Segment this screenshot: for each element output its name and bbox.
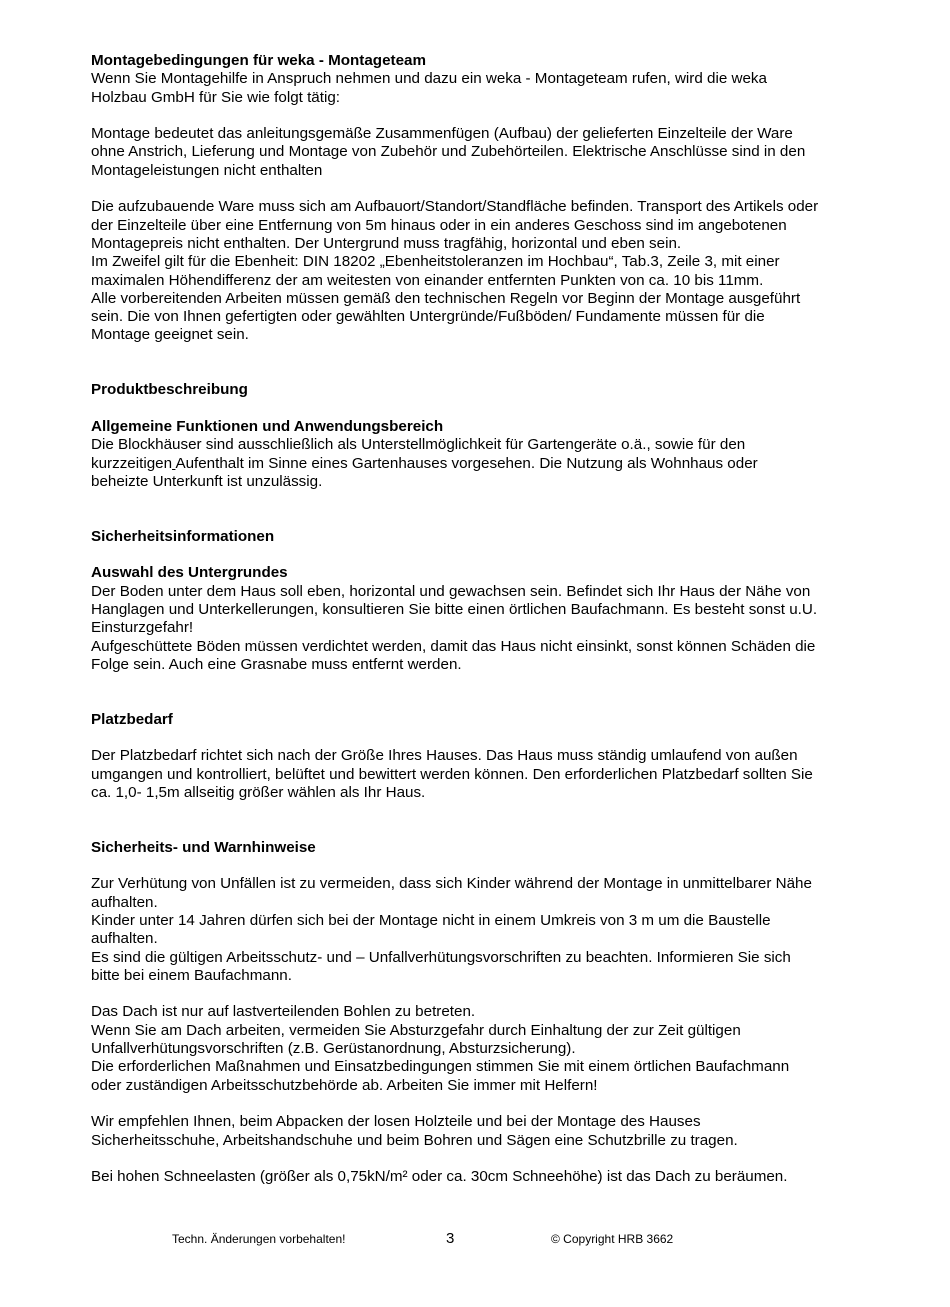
text-line: Die aufzubauende Ware muss sich am Aufbauort/Standort/Standfläche befinden. Transport des Artikels oder xyxy=(91,198,819,216)
text-line: aufhalten. xyxy=(91,930,158,948)
page-number: 3 xyxy=(446,1230,455,1247)
section-heading: Sicherheits- und Warnhinweise xyxy=(91,838,316,856)
text-fragment: Aufenthalt im Sinne eines Gartenhauses vorgesehen. Die Nutzung als Wohnhaus oder xyxy=(175,454,758,472)
text-line: ohne Anstrich, Lieferung und Montage von Zubehör und Zubehörteilen. Elektrische Anschlüsse sind in den xyxy=(91,143,806,161)
text-line: Wenn Sie am Dach arbeiten, vermeiden Sie Absturzgefahr durch Einhaltung der zur Zeit gültigen xyxy=(91,1021,741,1039)
text-line: sein. Die von Ihnen gefertigten oder gewählten Untergründe/Fußböden/ Fundamente müssen für die xyxy=(91,308,765,326)
section-heading: Platzbedarf xyxy=(91,710,173,728)
text-line: Unfallverhütungsvorschriften (z.B. Gerüstanordnung, Absturzsicherung). xyxy=(91,1040,576,1058)
footer-disclaimer: Techn. Änderungen vorbehalten! xyxy=(172,1232,346,1246)
text-line: Einsturzgefahr! xyxy=(91,619,194,637)
text-line: Zur Verhütung von Unfällen ist zu vermeiden, dass sich Kinder während der Montage in unmittelbarer Nähe xyxy=(91,875,812,893)
text-line: Montage geeignet sein. xyxy=(91,326,249,344)
section-heading: Produktbeschreibung xyxy=(91,381,248,399)
text-line: bitte bei einem Baufachmann. xyxy=(91,966,292,984)
text-line: Die Blockhäuser sind ausschließlich als Unterstellmöglichkeit für Gartengeräte o.ä., sowie für den xyxy=(91,436,746,454)
text-line: Alle vorbereitenden Arbeiten müssen gemäß den technischen Regeln vor Beginn der Montage ausgeführt xyxy=(91,289,801,307)
text-line: Montageleistungen nicht enthalten xyxy=(91,161,323,179)
text-line: ca. 1,0- 1,5m allseitig größer wählen als Ihr Haus. xyxy=(91,783,426,801)
text-line: Sicherheitsschuhe, Arbeitshandschuhe und beim Bohren und Sägen eine Schutzbrille zu tragen. xyxy=(91,1131,738,1149)
text-line: Folge sein. Auch eine Grasnabe muss entfernt werden. xyxy=(91,655,462,673)
text-line: oder zuständigen Arbeitsschutzbehörde ab. Arbeiten Sie immer mit Helfern! xyxy=(91,1076,598,1094)
document-body xyxy=(91,52,866,1186)
text-line: beheizte Unterkunft ist unzulässig. xyxy=(91,472,323,490)
text-line: Hanglagen und Unterkellerungen, konsultieren Sie bitte einen örtlichen Baufachmann. Es besteht sonst u.U. xyxy=(91,600,818,618)
text-line xyxy=(91,455,866,473)
text-line: Die erforderlichen Maßnahmen und Einsatzbedingungen stimmen Sie mit einem örtlichen Baufachmann xyxy=(91,1058,790,1076)
section-heading: Sicherheitsinformationen xyxy=(91,527,275,545)
text-line: Der Platzbedarf richtet sich nach der Größe Ihres Hauses. Das Haus muss ständig umlaufend von außen xyxy=(91,747,798,765)
footer-copyright: © Copyright HRB 3662 xyxy=(551,1232,674,1246)
section-heading: Montagebedingungen für weka - Montageteam xyxy=(91,52,426,69)
text-line: Montagepreis nicht enthalten. Der Untergrund muss tragfähig, horizontal und eben sein. xyxy=(91,234,682,252)
text-line: Der Boden unter dem Haus soll eben, horizontal und gewachsen sein. Befindet sich Ihr Haus der Nähe von xyxy=(91,582,811,600)
text-line: Bei hohen Schneelasten (größer als 0,75kN/m² oder ca. 30cm Schneehöhe) ist das Dach zu beräumen. xyxy=(91,1168,788,1186)
subsection-heading: Allgemeine Funktionen und Anwendungsbereich xyxy=(91,417,444,435)
text-line: Kinder unter 14 Jahren dürfen sich bei der Montage nicht in einem Umkreis von 3 m um die Baustelle xyxy=(91,911,771,929)
text-line: Im Zweifel gilt für die Ebenheit: DIN 18202 „Ebenheitstoleranzen im Hochbau“, Tab.3, Zeile 3, mit einer xyxy=(91,253,780,271)
text-line: Aufgeschüttete Böden müssen verdichtet werden, damit das Haus nicht einsinkt, sonst können Schäden die xyxy=(91,637,816,655)
text-line: Holzbau GmbH für Sie wie folgt tätig: xyxy=(91,88,341,106)
text-line: Montage bedeutet das anleitungsgemäße Zusammenfügen (Aufbau) der gelieferten Einzelteile der Ware xyxy=(91,125,793,143)
text-line: umgangen und kontrolliert, belüftet und bewittert werden können. Den erforderlichen Platzbedarf sollten Sie xyxy=(91,765,813,783)
text-line: Wir empfehlen Ihnen, beim Abpacken der losen Holzteile und bei der Montage des Hauses xyxy=(91,1113,701,1131)
text-line: Wenn Sie Montagehilfe in Anspruch nehmen und dazu ein weka - Montageteam rufen, wird die weka xyxy=(91,70,767,88)
text-line: Es sind die gültigen Arbeitsschutz- und – Unfallverhütungsvorschriften zu beachten. Informieren Sie sich xyxy=(91,948,791,966)
text-line: der Einzelteile über eine Entfernung von 5m hinaus oder in ein anderes Geschoss sind im angebotenen xyxy=(91,216,787,234)
subsection-heading: Auswahl des Untergrundes xyxy=(91,564,288,582)
text-line: Das Dach ist nur auf lastverteilenden Bohlen zu betreten. xyxy=(91,1003,476,1021)
text-line: aufhalten. xyxy=(91,893,158,911)
text-line: maximalen Höhendifferenz der am weitesten von einander entfernten Punkten von ca. 10 bis 11mm. xyxy=(91,271,764,289)
text-fragment: kurzzeitigen xyxy=(91,454,173,472)
